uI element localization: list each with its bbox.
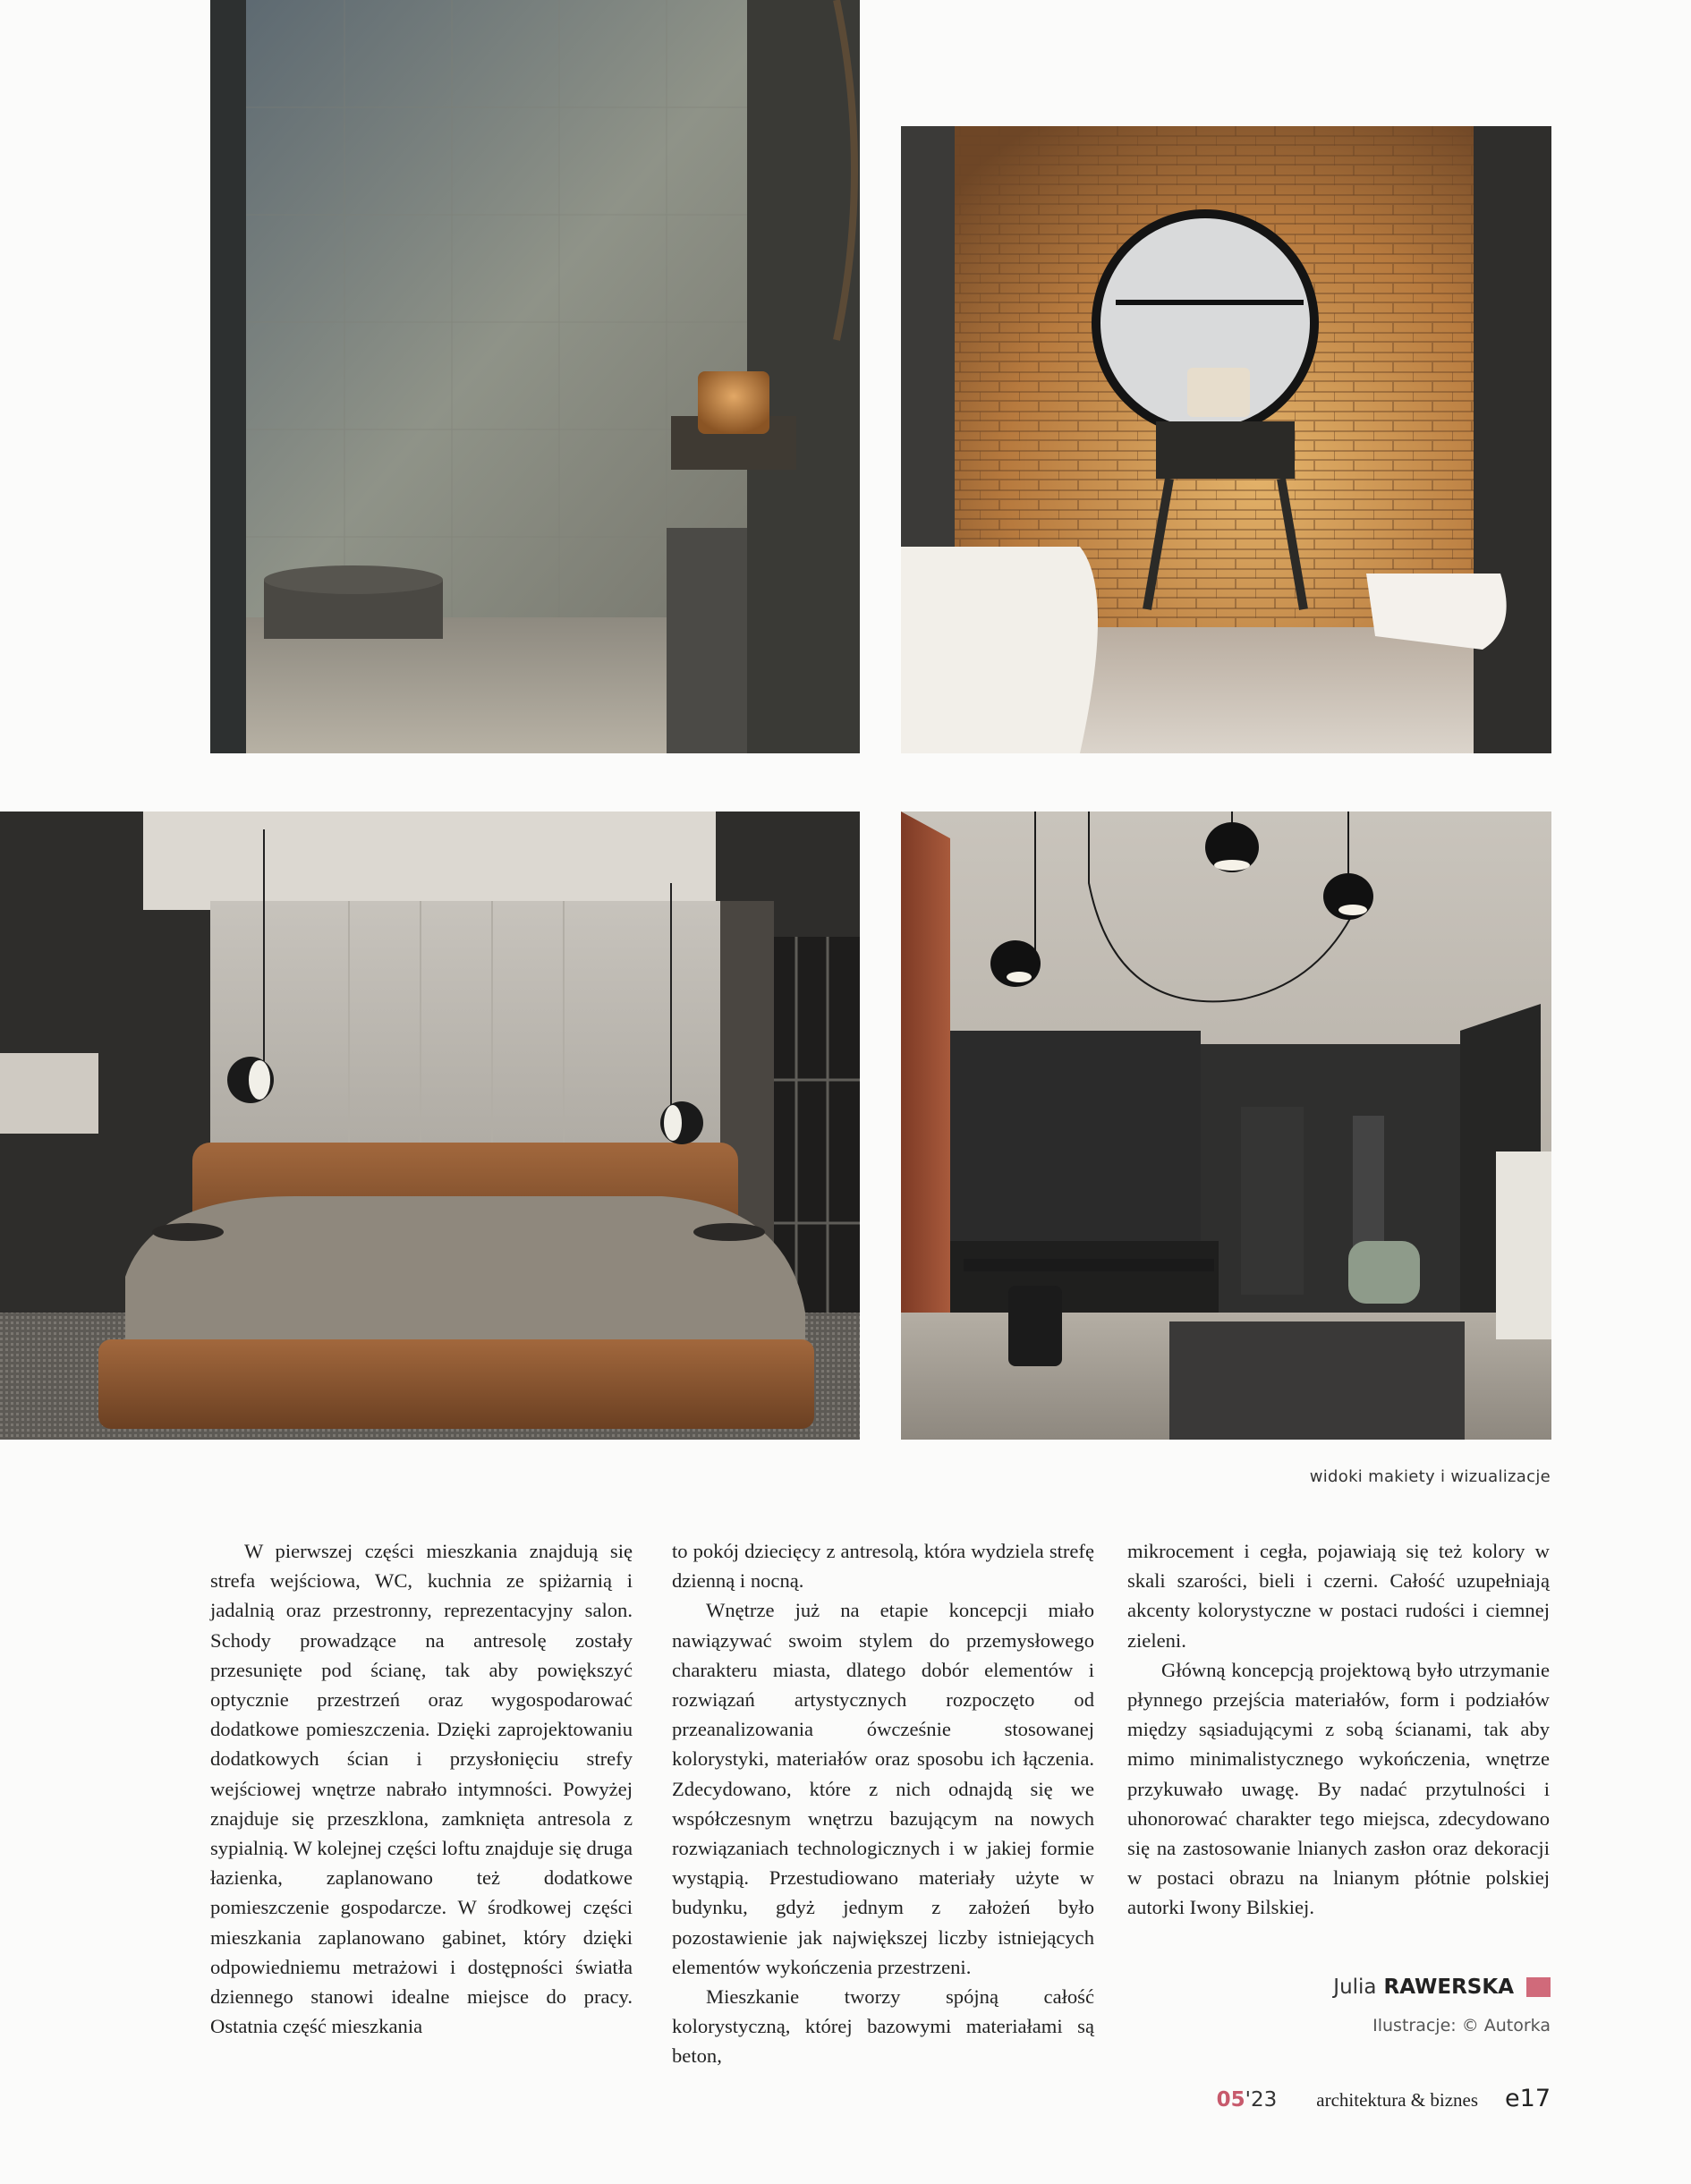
issue-number — [1217, 2088, 1278, 2112]
issue-year: '23 — [1245, 2088, 1278, 2112]
text-column-3 — [1127, 1536, 1550, 1923]
paragraph: Mieszkanie tworzy spójną całość kolorystyczną, której bazowymi materiałami są beton, — [672, 1985, 1094, 2068]
text-column-1 — [210, 1536, 633, 2041]
page-number: e17 — [1505, 2085, 1551, 2112]
author-signature — [1333, 1976, 1551, 1999]
photo-bedroom — [0, 812, 860, 1440]
author-first-name: Julia — [1333, 1976, 1377, 1999]
accent-square-icon — [1526, 1977, 1551, 1997]
illustration-credits: Ilustracje: © Autorka — [1372, 2016, 1551, 2035]
photo-caption: widoki makiety i wizualizacje — [1309, 1467, 1551, 1486]
issue-num: 05 — [1216, 2088, 1245, 2112]
photo-bathroom-brick — [901, 126, 1551, 753]
page-footer — [1217, 2085, 1551, 2112]
paragraph: to pokój dziecięcy z antresolą, która wydziela strefę dzienną i nocną. — [672, 1540, 1094, 1593]
paragraph: Wnętrze już na etapie koncepcji miało nawiązywać swoim stylem do przemysłowego charakteru miasta, dlatego dobór elementów i rozwiązań artystycznych rozpoczęto od przeanalizowania ówcześnie stosowanej kolorystyki, materiałów oraz sposobu ich łączenia. Zdecydowano, które z nich odnajdą się we współczesnym wnętrzu bazującym na nowych rozwiązaniach technologicznych i w jakiej formie wystąpią. Przestudiowano materiały użyte w budynku, gdyż jednym z założeń było pozostawienie jak największej liczby istniejących elementów wykończenia przestrzeni. — [672, 1599, 1094, 1978]
magazine-name: architektura & biznes — [1316, 2089, 1479, 2111]
photo-bathroom-shower — [210, 0, 860, 753]
paragraph: mikrocement i cegła, pojawiają się też kolory w skali szarości, bieli i czerni. Całość uzupełniają akcenty kolorystyczne w postaci rudości i ciemnej zieleni. — [1127, 1540, 1550, 1652]
paragraph: Główną koncepcją projektową było utrzymanie płynnego przejścia materiałów, form i podziałów między sąsiadującymi z sobą ścianami, tak aby mimo minimalistycznego wykończenia, wnętrze przykuwało uwagę. By nadać przytulności i uhonorować charakter tego miejsca, zdecydowano się na zastosowanie lnianych zasłon oraz dekoracji w postaci obrazu na lnianym płótnie polskiej autorki Iwony Bilskiej. — [1127, 1658, 1550, 1919]
author-last-name: RAWERSKA — [1383, 1976, 1514, 1999]
paragraph: W pierwszej części mieszkania znajdują się strefa wejściowa, WC, kuchnia ze spiżarnią i jadalnią oraz przestronny, reprezentacyjny salon. Schody prowadzące na antresolę zostały przesunięte pod ścianę, tak aby powiększyć optycznie przestrzeń oraz wygospodarować dodatkowe pomieszczenia. Dzięki zaprojektowaniu dodatkowych ścian i przysłonięciu strefy wejściowej wnętrze nabrało intymności. Powyżej znajduje się przeszklona, zamknięta antresola z sypialnią. W kolejnej części loftu znajduje się druga łazienka, zaplanowano też dodatkowe pomieszczenie gospodarcze. W środkowej części mieszkania zaplanowano gabinet, który dzięki odpowiedniemu metrażowi i dostępności światła dziennego stanowi idealne miejsce do pracy. Ostatnia część mieszkania — [210, 1540, 633, 2038]
photo-study — [901, 812, 1551, 1440]
text-column-2 — [672, 1536, 1094, 2071]
